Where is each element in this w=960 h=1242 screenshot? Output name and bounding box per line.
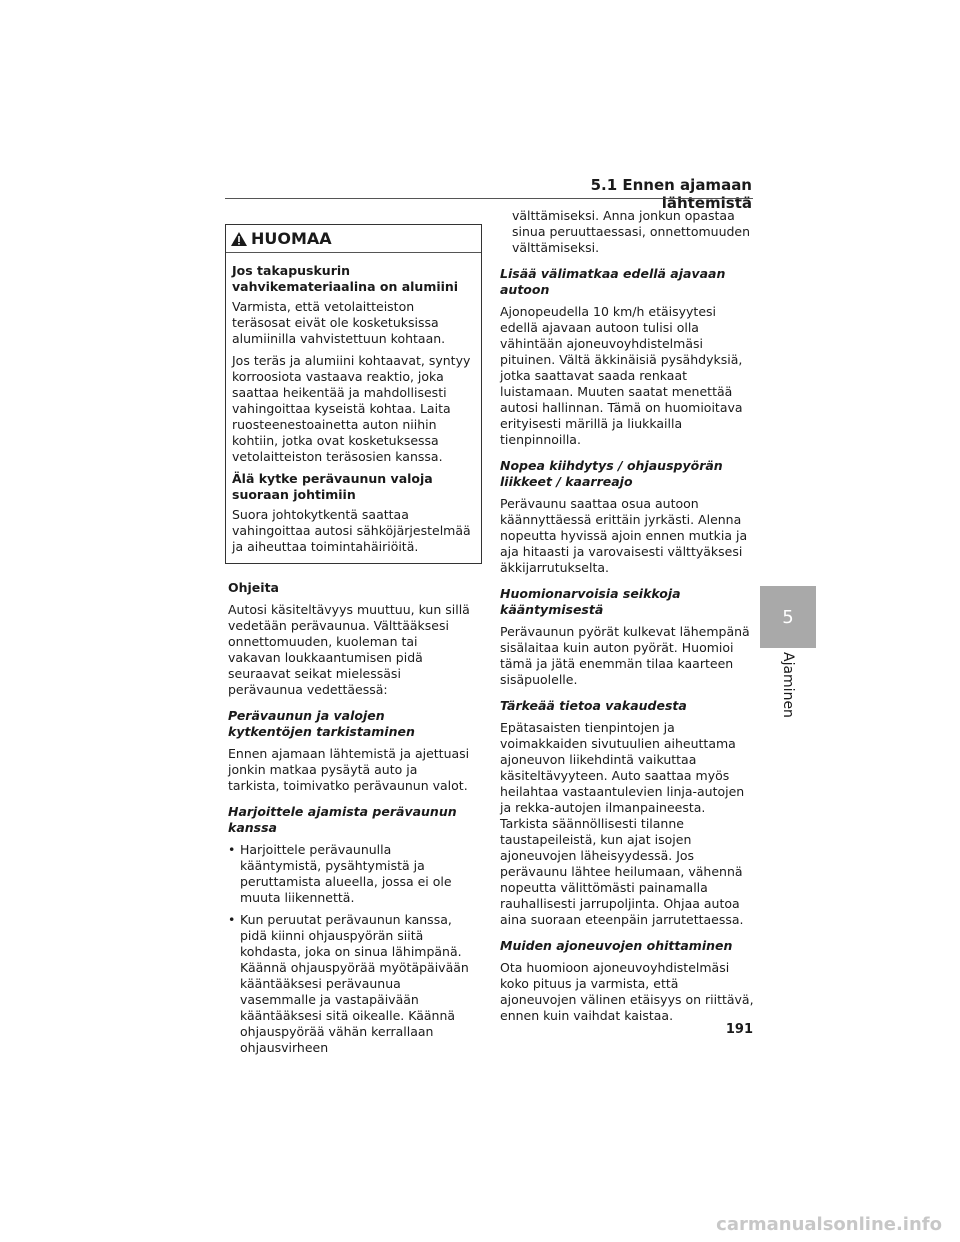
section-heading: Perävaunun ja valojen kytkentöjen tarkistaminen	[228, 708, 415, 739]
section-heading: Harjoittele ajamista perävaunun kanssa	[228, 804, 457, 835]
section-heading: Ohjeita	[228, 580, 279, 595]
warning-title: HUOMAA	[251, 229, 332, 248]
warning-subheading: Älä kytke perävaunun valoja suoraan johtimiin	[232, 471, 433, 502]
body-paragraph: Ajonopeudella 10 km/h etäisyytesi edellä ajavaan autoon tulisi olla vähintään ajoneuvoyhdistelmäsi pituinen. Vältä äkkinäisiä pysähdyksiä, jotka saattavat saada renkaat luistamaan. Muuten saatat menettää autosi hallinnan. Tämä on huomioitava erityisesti märillä ja liukkailla tienpinnoilla.	[500, 304, 743, 447]
section-header: 5.1 Ennen ajamaan lähtemistä	[590, 176, 752, 212]
left-column	[228, 224, 472, 1062]
section-heading: Nopea kiihdytys / ohjauspyörän liikkeet / kaarreajo	[500, 458, 723, 489]
warning-box	[225, 224, 482, 564]
chapter-number: 5	[782, 606, 794, 628]
bullet-list	[228, 842, 472, 1056]
warning-header	[226, 225, 481, 253]
body-paragraph: Ennen ajamaan lähtemistä ja ajettuasi jonkin matkaa pysäytä auto ja tarkista, toimivatko perävaunun valot.	[228, 746, 470, 793]
list-item: • Harjoittele perävaunulla kääntymistä, pysähtymistä ja peruttamista alueella, jossa ei ole muuta liikennettä.	[228, 842, 472, 906]
chapter-tab[interactable]	[760, 586, 816, 648]
warning-triangle-icon	[230, 231, 248, 247]
body-paragraph: välttämiseksi. Anna jonkun opastaa sinua peruuttaessasi, onnettomuuden välttämiseksi.	[512, 208, 751, 255]
body-paragraph: Ota huomioon ajoneuvoyhdistelmäsi koko pituus ja varmista, että ajoneuvojen välinen etäisyys on riittävä, ennen kuin vaihdat kaistaa.	[500, 960, 754, 1023]
watermark: carmanualsonline.info	[716, 1214, 942, 1235]
section-heading: Lisää välimatkaa edellä ajavaan autoon	[500, 266, 726, 297]
body-paragraph: Autosi käsiteltävyys muuttuu, kun sillä vedetään perävaunua. Välttääksesi onnettomuuden, kuoleman tai vakavan loukkaantumisen pidä seuraavat seikat mielessäsi perävaunua vedettäessä:	[228, 602, 470, 697]
header-divider	[225, 198, 753, 199]
list-item: • Kun peruutat perävaunun kanssa, pidä kiinni ohjauspyörän siitä kohdasta, joka on sinua lähimpänä. Käännä ohjauspyörää myötäpäivään kääntääksesi perävaunua vasemmalle ja vastapäivään kääntääksesi sitä oikealle. Käännä ohjauspyörää vähän kerrallaan ohjausvirheen	[228, 912, 472, 1056]
warning-paragraph: Jos teräs ja alumiini kohtaavat, syntyy korroosiota vastaava reaktio, joka saattaa heikentää ja mahdollisesti vahingoittaa kyseistä kohtaa. Laita ruosteenestoainetta auton niihin kohtiin, jotka ovat kosketuksessa vetolaitteiston teräsosien kanssa.	[232, 353, 471, 464]
warning-paragraph: Varmista, että vetolaitteiston teräsosat eivät ole kosketuksissa alumiinilla vahvistettuun kohtaan.	[232, 299, 446, 346]
warning-subheading: Jos takapuskurin vahvikemateriaalina on alumiini	[232, 263, 459, 294]
body-paragraph: Perävaunu saattaa osua autoon käännyttäessä erittäin jyrkästi. Alenna nopeutta hyvissä ajoin ennen mutkia ja aja hitaasti ja varovaisesti välttyäksesi äkkijarrutukselta.	[500, 496, 748, 575]
right-column	[500, 208, 754, 1030]
body-paragraph: Epätasaisten tienpintojen ja voimakkaiden sivutuulien aiheuttama ajoneuvon liikehdintä vaikuttaa käsiteltävyyteen. Auto saattaa myös heilahtaa vastaantulevien linja-autojen ja rekka-autojen ilmanpaineesta. Tarkista säännöllisesti tilanne taustapeileistä, kun ajat isojen ajoneuvojen läheisyydessä. Jos perävaunu lähtee heilumaan, vähennä nopeutta välittömästi painamalla rauhallisesti jarrupoljinta. Ohjaa autoa aina suoraan eteenpäin jarrutettaessa.	[500, 720, 745, 927]
section-heading: Muiden ajoneuvojen ohittaminen	[500, 938, 733, 953]
section-heading: Huomionarvoisia seikkoja kääntymisestä	[500, 586, 681, 617]
body-paragraph: Perävaunun pyörät kulkevat lähempänä sisälaitaa kuin auton pyörät. Huomioi tämä ja jätä enemmän tilaa kaarteen sisäpuolelle.	[500, 624, 750, 687]
chapter-label: Ajaminen	[780, 652, 796, 718]
section-heading: Tärkeää tietoa vakaudesta	[500, 698, 687, 713]
warning-paragraph: Suora johtokytkentä saattaa vahingoittaa autosi sähköjärjestelmää ja aiheuttaa toimintahäiriöitä.	[232, 507, 471, 554]
page-number: 191	[725, 1022, 753, 1037]
